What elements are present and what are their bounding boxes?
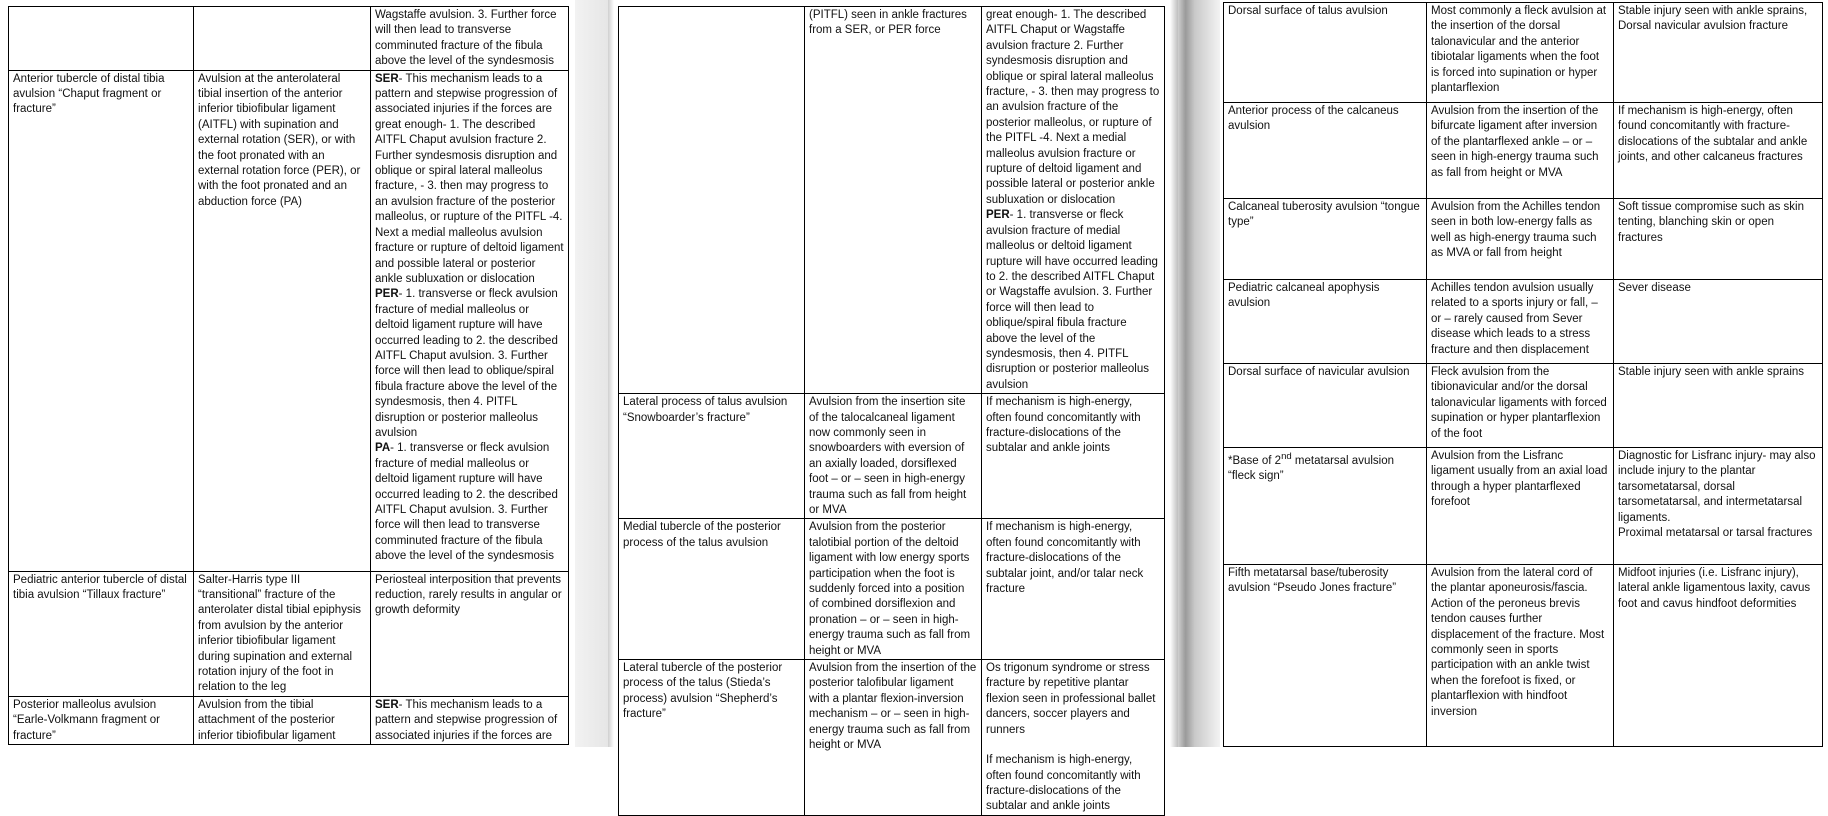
mechanism-cell: (PITFL) seen in ankle fractures from a SER, or PER force	[805, 7, 982, 394]
table-row	[9, 696, 569, 744]
mechanism-tag: SER	[375, 698, 399, 711]
table-row	[1224, 103, 1823, 199]
mechanism-cell: Avulsion from the Lisfranc ligament usually from an axial load through a hyper plantarflexed forefoot	[1427, 448, 1614, 565]
table-row	[619, 519, 1165, 660]
note-paragraph: SER- This mechanism leads to a pattern and stepwise progression of associated injuries if the forces are great enough- 1. The described AITFL Chaput avulsion fracture 2. Further syndesmosis disruption and oblique or spiral lateral malleolus fracture, - 3. then may progress to an avulsion fracture of the posterior malleolus, or rupture of the PITFL -4. Next a medial malleolus avulsion fracture or rupture of deltoid ligament and possible lateral or posterior ankle subluxation or dislocation	[375, 72, 564, 285]
paragraph-gap	[986, 738, 1160, 753]
injury-cell: Posterior malleolus avulsion “Earle-Volkmann fragment or fracture”	[9, 696, 194, 744]
notes-cell	[371, 571, 569, 696]
note-paragraph: SER- This mechanism leads to a pattern and stepwise progression of associated injuries if the forces are	[375, 698, 558, 742]
injury-cell: Pediatric anterior tubercle of distal tibia avulsion “Tillaux fracture”	[9, 571, 194, 696]
injury-cell: Dorsal surface of navicular avulsion	[1224, 364, 1427, 448]
mechanism-cell: Salter-Harris type III “transitional” fracture of the anterolater distal tibial epiphysis from avulsion by the anterior inferior tibiofibular ligament during supination and external rotation injury of the foot in relation to the leg	[194, 571, 371, 696]
injury-cell	[9, 7, 194, 71]
note-paragraph: If mechanism is high-energy, often found concomitantly with fracture-dislocations of the subtalar joint, and/or talar neck fracture	[986, 521, 1144, 596]
note-paragraph: Wagstaffe avulsion. 3. Further force will then lead to transverse comminuted fracture of the fibula above the level of the syndesmosis	[375, 9, 557, 68]
table-row	[9, 7, 569, 71]
mechanism-cell: Avulsion at the anterolateral tibial insertion of the anterior inferior tibiofibular ligament (AITFL) with supination and external rotation (SER), or with the foot pronated with an external rotation force (PER), or with the foot pronated and an abduction force (PA)	[194, 70, 371, 571]
avulsion-table-page-3	[1223, 2, 1823, 747]
note-paragraph: Periosteal interposition that prevents reduction, rarely results in angular or growth deformity	[375, 573, 562, 617]
notes-cell: Sever disease	[1614, 280, 1823, 364]
injury-cell: Lateral process of talus avulsion “Snowboarder’s fracture”	[619, 394, 805, 519]
note-paragraph: PER- 1. transverse or fleck avulsion fracture of medial malleolus or deltoid ligament rupture will have occurred leading to 2. the described AITFL Chaput avulsion. 3. Further force will then lead to oblique/spiral fibula fracture above the level of the syndesmosis, then 4. PITFL disruption or posterior malleolus avulsion	[375, 288, 558, 439]
avulsion-table-page-2	[618, 6, 1165, 816]
mechanism-cell: Avulsion from the insertion of the posterior talofibular ligament with a plantar flexion-inversion mechanism – or – seen in high-energy trauma such as fall from height or MVA	[805, 660, 982, 816]
avulsion-table-page-1	[8, 6, 569, 745]
notes-cell	[982, 394, 1165, 519]
injury-cell: Medial tubercle of the posterior process of the talus avulsion	[619, 519, 805, 660]
table-row	[9, 70, 569, 571]
injury-cell: Anterior tubercle of distal tibia avulsion “Chaput fragment or fracture”	[9, 70, 194, 571]
notes-cell	[1614, 448, 1823, 565]
mechanism-tag: SER	[375, 72, 399, 85]
table-row	[1224, 448, 1823, 565]
injury-cell: Dorsal surface of talus avulsion	[1224, 3, 1427, 103]
page-2	[608, 0, 1178, 813]
mechanism-cell: Fleck avulsion from the tibionavicular and/or the dorsal talonavicular ligaments with forced supination or hyper plantarflexion of the foot	[1427, 364, 1614, 448]
mechanism-cell: Most commonly a fleck avulsion at the insertion of the dorsal talonavicular and the anterior tibiotalar ligaments when the foot is forced into supination or hyper plantarflexion	[1427, 3, 1614, 103]
note-paragraph: Os trigonum syndrome or stress fracture by repetitive plantar flexion seen in professional ballet dancers, soccer players and runners	[986, 662, 1156, 736]
mechanism-cell: Achilles tendon avulsion usually related to a sports injury or fall, – or – rarely caused from Sever disease which leads to a stress fracture and then displacement	[1427, 280, 1614, 364]
mechanism-cell: Avulsion from the posterior talotibial portion of the deltoid ligament with low energy sports participation when the foot is suddenly forced into a position of combined dorsiflexion and pronation – or – seen in high-energy trauma such as fall from height or MVA	[805, 519, 982, 660]
mechanism-cell: Avulsion from the lateral cord of the plantar aponeurosis/fascia. Action of the peroneus brevis tendon causes further displacement of the fracture. Most commonly seen in sports participation with an ankle twist when the forefoot is fixed, or plantarflexion with hindfoot inversion	[1427, 565, 1614, 747]
table-row	[1224, 3, 1823, 103]
table-row	[619, 7, 1165, 394]
mechanism-tag: PER	[375, 288, 399, 301]
page-gap	[1178, 0, 1220, 747]
table-row	[619, 394, 1165, 519]
note-paragraph: great enough- 1. The described AITFL Chaput or Wagstaffe avulsion fracture 2. Further syndesmosis disruption and oblique or spiral lateral malleolus fracture, - 3. then may progress to an avulsion fracture of the posterior malleolus, or rupture of the PITFL -4. Next a medial malleolus avulsion fracture or rupture of deltoid ligament and possible lateral or posterior ankle subluxation or dislocation	[986, 9, 1160, 206]
notes-cell: Soft tissue compromise such as skin tenting, blanching skin or open fractures	[1614, 199, 1823, 280]
injury-cell: Calcaneal tuberosity avulsion “tongue type”	[1224, 199, 1427, 280]
notes-cell	[371, 70, 569, 571]
notes-cell: Stable injury seen with ankle sprains	[1614, 364, 1823, 448]
table-row	[1224, 199, 1823, 280]
injury-cell: Anterior process of the calcaneus avulsion	[1224, 103, 1427, 199]
page-1	[0, 0, 575, 747]
injury-cell	[619, 7, 805, 394]
table-row	[9, 571, 569, 696]
mechanism-cell: Avulsion from the Achilles tendon seen in both low-energy falls as well as high-energy trauma such as MVA or fall from height	[1427, 199, 1614, 280]
notes-cell	[371, 696, 569, 744]
mechanism-cell	[194, 7, 371, 71]
note-paragraph: PER- 1. transverse or fleck avulsion fracture of medial malleolus or deltoid ligament rupture will have occurred leading to 2. the described AITFL Chaput or Wagstaffe avulsion. 3. Further force will then lead to oblique/spiral fibula fracture above the level of the syndesmosis, then 4. PITFL disruption or posterior malleolus avulsion	[986, 209, 1158, 391]
mechanism-cell: Avulsion from the insertion site of the talocalcaneal ligament now commonly seen in snowboarders with eversion of an axially loaded, dorsiflexed foot – or – seen in high-energy trauma such as fall from height or MVA	[805, 394, 982, 519]
mechanism-cell: Avulsion from the insertion of the bifurcate ligament after inversion of the plantarflexed ankle – or – seen in high-energy trauma such as fall from height or MVA	[1427, 103, 1614, 199]
notes-cell	[371, 7, 569, 71]
injury-cell: *Base of 2nd metatarsal avulsion “fleck sign”	[1224, 448, 1427, 565]
note-paragraph: Diagnostic for Lisfranc injury- may also include injury to the plantar tarsometatarsal, dorsal tarsometatarsal, and intermetatarsal ligaments.	[1618, 450, 1816, 524]
notes-cell: Midfoot injuries (i.e. Lisfranc injury), lateral ankle ligamentous laxity, cavus foot and cavus hindfoot deformities	[1614, 565, 1823, 747]
note-paragraph: PA- 1. transverse or fleck avulsion fracture of medial malleolus or deltoid ligament rupture will have occurred leading to 2. the described AITFL Chaput avulsion. 3. Further force will then lead to transverse comminuted fracture of the fibula above the level of the syndesmosis	[375, 442, 558, 563]
table-row	[619, 660, 1165, 816]
notes-cell	[982, 7, 1165, 394]
notes-cell: Stable injury seen with ankle sprains, Dorsal navicular avulsion fracture	[1614, 3, 1823, 103]
injury-cell: Lateral tubercle of the posterior process of the talus (Stieda’s process) avulsion “Shepherd’s fracture”	[619, 660, 805, 816]
note-paragraph: If mechanism is high-energy, often found concomitantly with fracture-dislocations of the subtalar and ankle joints	[986, 396, 1141, 455]
table-row	[1224, 364, 1823, 448]
notes-cell	[982, 519, 1165, 660]
injury-cell: Fifth metatarsal base/tuberosity avulsion “Pseudo Jones fracture”	[1224, 565, 1427, 747]
note-paragraph: Proximal metatarsal or tarsal fractures	[1618, 527, 1813, 540]
page-shadow	[608, 0, 614, 747]
note-paragraph: If mechanism is high-energy, often found concomitantly with fracture-dislocations of the subtalar and ankle joints	[986, 754, 1141, 813]
page-shadow	[1170, 0, 1178, 747]
notes-cell: If mechanism is high-energy, often found concomitantly with fracture-dislocations of the subtalar and ankle joints, and other calcaneus fractures	[1614, 103, 1823, 199]
table-row	[1224, 565, 1823, 747]
mechanism-cell: Avulsion from the tibial attachment of the posterior inferior tibiofibular ligament	[194, 696, 371, 744]
page-gap	[575, 0, 608, 747]
notes-cell	[982, 660, 1165, 816]
mechanism-tag: PA	[375, 442, 391, 455]
injury-cell: Pediatric calcaneal apophysis avulsion	[1224, 280, 1427, 364]
mechanism-tag: PER	[986, 209, 1010, 222]
table-row	[1224, 280, 1823, 364]
page-3	[1220, 0, 1828, 747]
